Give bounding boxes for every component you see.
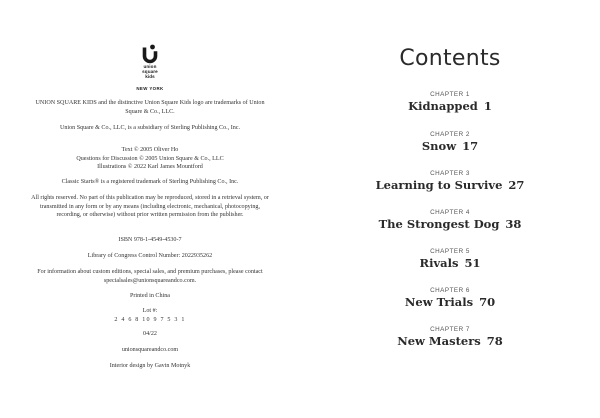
union-square-logo-icon: [141, 44, 159, 64]
contents-heading: Contents: [399, 46, 501, 71]
chapter-name: New Trials: [404, 295, 474, 309]
date-code: [30, 330, 270, 339]
toc-entry: [300, 247, 600, 271]
trademark-notice: [30, 99, 270, 116]
chapter-title: [300, 295, 600, 310]
illustrations-credit: Illustrations © 2022 Karl James Mountford: [97, 164, 203, 171]
printed-in: [30, 292, 270, 301]
contents-page: [300, 0, 600, 418]
toc-entry: [300, 169, 600, 193]
lot-label: Lot #:: [142, 308, 158, 314]
questions-credit: Questions for Discussion © 2005 Union Square & Co., LLC: [76, 155, 224, 162]
chapter-name: The Strongest Dog: [378, 217, 500, 231]
rights-text: All rights reserved. No part of this publication may be reproduced, stored in a retrieval system, or transmitted in any form or by any means (including electronic, mechanical, photocopying, recording, or otherwise) without prior written permission from the publisher.: [31, 195, 269, 219]
logo-word: union: [143, 64, 157, 69]
chapter-title: [300, 178, 600, 193]
classic-starts-text: Classic Starts® is a registered trademark of Sterling Publishing Co., Inc.: [61, 179, 239, 185]
chapter-label: CHAPTER 4: [430, 209, 470, 216]
lot-numbers: 2 4 6 8 10 9 7 5 3 1: [114, 316, 186, 323]
printed-text: Printed in China: [130, 293, 170, 299]
toc-entry: [300, 208, 600, 232]
chapter-page: 38: [505, 217, 522, 231]
lot-block: [30, 307, 270, 324]
chapter-page: 17: [462, 139, 479, 153]
chapter-title: [300, 139, 600, 154]
design-text: Interior design by Gavin Motnyk: [109, 363, 191, 369]
chapter-label: CHAPTER 1: [430, 91, 470, 98]
chapter-title: [300, 217, 600, 232]
subsidiary-text: Union Square & Co., LLC, is a subsidiary of Sterling Publishing Co., Inc.: [59, 125, 241, 131]
chapter-page: 51: [464, 256, 481, 270]
chapter-page: 70: [479, 295, 496, 309]
chapter-label: CHAPTER 3: [430, 170, 470, 177]
credits-block: [30, 146, 270, 172]
text-credit: Text © 2005 Oliver Ho: [121, 147, 179, 153]
logo-word: kids: [145, 74, 155, 79]
chapter-label: CHAPTER 6: [430, 287, 470, 294]
publisher-logo: [135, 44, 165, 79]
chapter-label: CHAPTER 7: [430, 326, 470, 333]
chapter-name: Kidnapped: [408, 99, 478, 113]
chapter-name: Learning to Survive: [375, 178, 503, 192]
classic-starts-notice: [30, 178, 270, 187]
chapter-page: 78: [486, 334, 503, 348]
isbn: [30, 236, 270, 245]
chapter-title: [300, 99, 600, 114]
toc-entry: [300, 325, 600, 349]
chapter-label: CHAPTER 5: [430, 248, 470, 255]
chapter-name: New Masters: [397, 334, 481, 348]
toc-entry: [300, 286, 600, 310]
loc-text: Library of Congress Control Number: 2022935262: [87, 253, 213, 259]
website: [30, 346, 270, 355]
chapter-title: [300, 256, 600, 271]
rights-notice: [30, 194, 270, 220]
date-code-text: 04/22: [143, 331, 157, 337]
publisher-location: NEW YORK: [136, 86, 164, 91]
loc-number: [30, 252, 270, 261]
design-credit: [30, 362, 270, 371]
chapter-page: 27: [508, 178, 525, 192]
toc-entry: [300, 130, 600, 154]
isbn-text: ISBN 978-1-4549-4530-7: [118, 237, 182, 243]
subsidiary-notice: [30, 124, 270, 133]
page-title: [300, 46, 600, 71]
toc-entry: [300, 90, 600, 114]
info-text: For information about custom editions, special sales, and premium purchases, please contact specialsales@unionsquareandco.com.: [37, 269, 263, 284]
chapter-name: Rivals: [419, 256, 459, 270]
chapter-label: CHAPTER 2: [430, 131, 470, 138]
info-notice: [30, 268, 270, 285]
chapter-page: 1: [483, 99, 492, 113]
chapter-title: [300, 334, 600, 349]
chapter-name: Snow: [421, 139, 457, 153]
trademark-text: UNION SQUARE KIDS and the distinctive Union Square Kids logo are trademarks of Union Square & Co., LLC.: [35, 100, 265, 115]
website-text: unionsquareandco.com: [121, 347, 179, 353]
logo-word: square: [142, 69, 158, 74]
